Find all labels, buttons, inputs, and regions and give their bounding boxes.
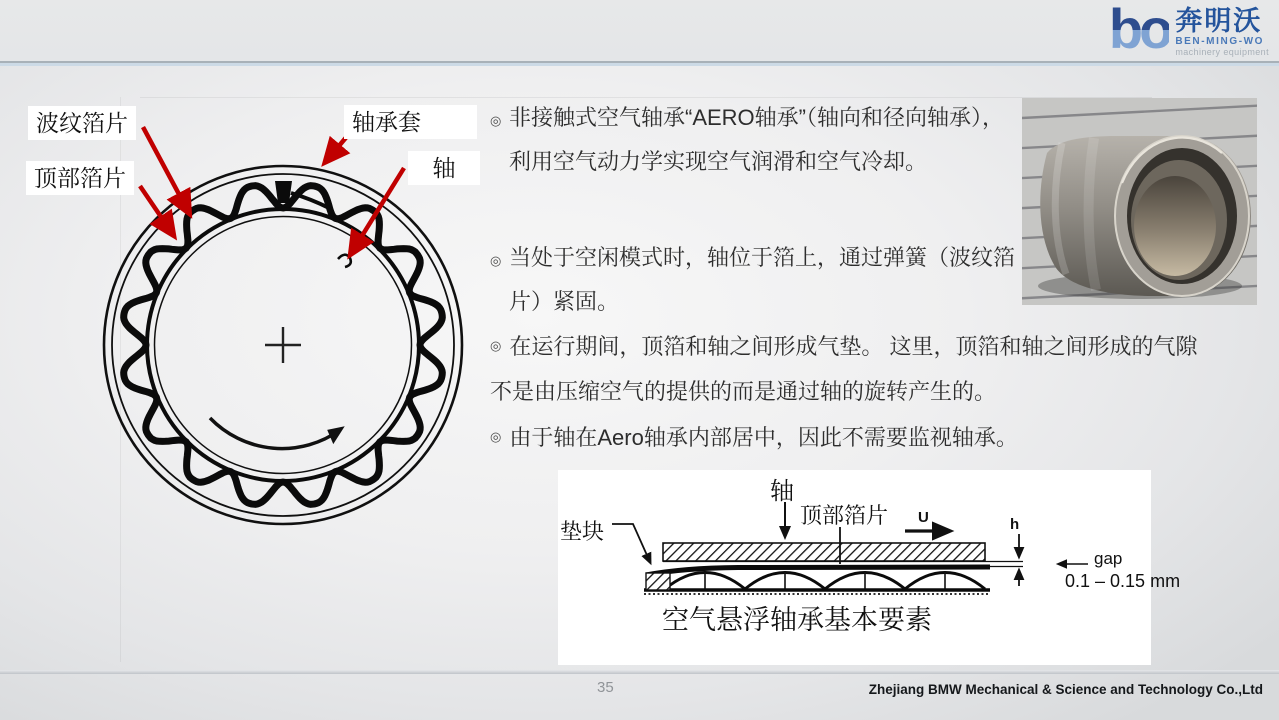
schematic-panel — [558, 470, 1181, 665]
bore-inner-2 — [1134, 176, 1216, 276]
schematic-gap-label: gap — [1094, 549, 1123, 568]
logo-name: 奔明沃 — [1175, 6, 1263, 36]
bullet-text: 当处于空闲模式时，轴位于箔上，通过弹簧（波纹箔片）紧固。 — [509, 245, 1016, 314]
logo-bo-icon: bo — [1108, 0, 1170, 60]
pad-block — [646, 573, 670, 590]
footer-divider — [0, 670, 1279, 674]
schematic-pad-label: 垫块 — [560, 519, 605, 544]
bullet-marker-icon: ◎ — [490, 113, 502, 128]
label-bump-foil: 波纹箔片 — [28, 106, 136, 140]
page-number: 35 — [597, 679, 614, 696]
arrow-shaft — [352, 168, 404, 252]
schematic-film-height-label: h — [1010, 516, 1020, 533]
schematic-gap-value: 0.1 – 0.15 mm — [1065, 571, 1181, 591]
bearing-sleeve-photo — [1022, 98, 1257, 305]
label-sleeve: 轴承套 — [344, 105, 477, 139]
bump-arc — [665, 573, 985, 590]
schematic-shaft-label: 轴 — [770, 478, 794, 505]
label-top-foil: 顶部箔片 — [26, 161, 134, 195]
schematic-velocity-label: U — [918, 509, 929, 526]
shaft-bar — [663, 543, 985, 561]
pad-pointer — [612, 524, 650, 562]
bullet-item-2 — [490, 236, 1021, 324]
schematic-top-foil-label: 顶部箔片 — [800, 503, 889, 528]
bullet-text: 在运行期间，顶箔和轴之间形成气垫。 这里，顶箔和轴之间形成的气隙不是由压缩空气的提供的而是通过轴的旋转产生的。 — [490, 334, 1198, 404]
arrow-top-foil — [140, 186, 172, 233]
bullet-marker-icon: ◎ — [490, 429, 502, 444]
footer-company-name: Zhejiang BMW Mechanical & Science and Technology Co.,Ltd — [868, 682, 1263, 697]
schematic-caption: 空气悬浮轴承基本要素 — [662, 605, 932, 635]
logo-tagline: machinery equipment — [1175, 47, 1269, 57]
logo-subtitle: BEN-MING-WO — [1175, 36, 1265, 47]
bullet-marker-icon: ◎ — [490, 338, 502, 353]
bullet-text: 非接触式空气轴承“AERO轴承”（轴向和径向轴承），利用空气动力学实现空气润滑和空气冷却。 — [509, 105, 1005, 174]
bullet-item-3 — [490, 326, 1200, 413]
bullet-text: 由于轴在Aero轴承内部居中，因此不需要监视轴承。 — [509, 425, 1018, 450]
bullet-item-1 — [490, 96, 1021, 184]
bullet-marker-icon: ◎ — [490, 253, 502, 268]
bullet-item-4 — [490, 417, 1200, 462]
label-shaft: 轴 — [408, 151, 480, 185]
